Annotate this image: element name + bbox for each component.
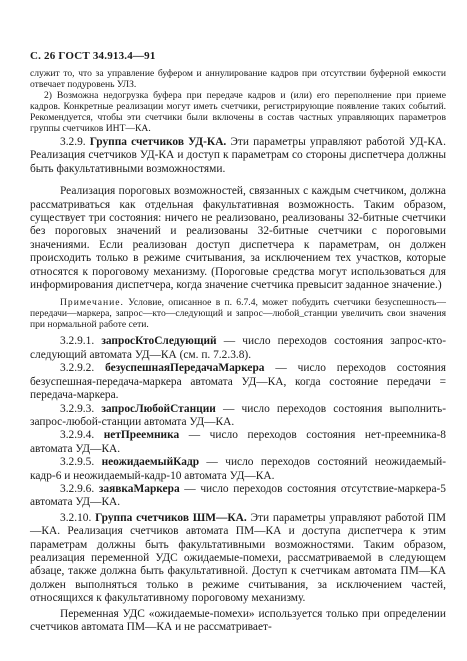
item-name: нетПреемника — [103, 429, 180, 442]
item-3-2-9-2 — [30, 362, 446, 402]
item-name: заявкаМаркера — [98, 482, 180, 495]
item-name: запросЛюбойСтанции — [101, 402, 216, 415]
section-3-2-9 — [30, 136, 446, 176]
item-number: 3.2.9.5. — [60, 456, 95, 469]
item-text: — число переходов состояний неожидаемый-кадр-6 и неожидаемый-кадр-10 автомата УД—КА. — [30, 456, 446, 482]
item-number: 3.2.9.2. — [60, 362, 95, 375]
section-number: 3.2.10. — [60, 511, 92, 524]
item-number: 3.2.9.4. — [60, 429, 95, 442]
section-title: Группа счетчиков ШМ—КА. — [95, 511, 247, 524]
section-number: 3.2.9. — [60, 136, 86, 148]
paragraph-buffer-control: служит то, что за управление буфером и аннулирование кадров при отсутствии буферной емкости отвечает подуровень УЛЗ. — [30, 68, 446, 90]
section-title: Группа счетчиков УД-КА. — [89, 136, 227, 148]
note-label: Примечание. — [60, 297, 124, 309]
item-number: 3.2.9.3. — [60, 402, 95, 415]
item-3-2-9-5 — [30, 456, 446, 483]
item-number: 3.2.9.6. — [60, 482, 95, 495]
paragraph-threshold: Реализация пороговых возможностей, связанных с каждым счетчиком, должна рассматриваться как отдельная факультативная возможность. Таким образом, существует три состояния: ничего не реализовано, реализованы 32-битные счетчики без пороговых значений и реализованы 32-битные счетчики с пороговыми значениями. Если реализован доступ диспетчера к параметрам, он должен происходить только в режиме считывания, за исключением тех участков, которые относятся к пороговому механизму. (Пороговые средства могут использоваться для информирования диспетчера, когда значение счетчика превысит заданное значение.) — [30, 185, 446, 292]
item-3-2-9-1 — [30, 335, 446, 362]
item-3-2-9-3 — [30, 403, 446, 430]
item-text: — число переходов состояния выполнить-запрос-любой-станции автомата УД—КА. — [30, 402, 446, 428]
page-body — [30, 68, 446, 634]
section-text: Эти параметры управляют работой ПМ—КА. Реализация счетчиков автомата ПМ—КА и доступа диспетчера к этим параметрам должны быть факультативными возможностями. Таким образом, реализация переменной УДС ожидаемые-помехи, рассматриваемой в следующем абзаце, также должна быть факультативной. Доступ к счетчикам автомата ПМ—КА должен выполняться только в режиме считывания, за исключением частей, относящихся к факультативному пороговому механизму. — [30, 511, 446, 605]
page-header: С. 26 ГОСТ 34.913.4—91 — [30, 50, 156, 62]
section-text: Эти параметры управляют работой УД-КА. Реализация счетчиков УД-КА и доступ к параметрам со стороны диспетчера должны быть факультативными возможностями. — [30, 136, 446, 175]
note-text: Условие, описанное в п. 6.7.4, может побудить счетчики безуспешность—передачи—маркера, запрос—кто—следующий и запрос—любой_станции увеличить свои значения при нормальной работе сети. — [30, 297, 446, 331]
item-text: — число переходов состояния безуспешная-передача-маркера автомата УД—КА, когда состояние передачи = передача-маркера. — [30, 362, 446, 402]
item-text: — число переходов состояния запрос-кто-следующий автомата УД—КА (см. п. 7.2.3.8). — [30, 335, 446, 361]
item-name: запросКтоСледующий — [101, 335, 217, 348]
item-3-2-9-4 — [30, 429, 446, 456]
item-name: безуспешнаяПередачаМаркера — [105, 362, 265, 375]
item-name: неожидаемыйКадр — [101, 456, 200, 469]
section-3-2-10 — [30, 512, 446, 606]
item-3-2-9-6 — [30, 483, 446, 510]
item-text: — число переходов состояния нет-преемника-8 автомата УД—КА. — [30, 429, 446, 455]
item-number: 3.2.9.1. — [60, 335, 95, 348]
paragraph-expected-noise: Переменная УДС «ожидаемые-помехи» используется только при определении счетчиков автомата ПМ—КА и не рассматривает- — [30, 607, 446, 633]
note — [30, 297, 446, 330]
item-text: — число переходов состояния отсутствие-маркера-5 автомата УД—КА. — [30, 482, 446, 509]
paragraph-buffer-underrun: 2) Возможна недогрузка буфера при передаче кадров и (или) его переполнение при приеме кадров. Конкретные реализации могут иметь счетчики, регистрирующие появление таких событий. Рекомендуется, чтобы эти счетчики были включены в состав частных управляющих параметров группы счетчиков ИНТ—КА. — [30, 90, 446, 134]
